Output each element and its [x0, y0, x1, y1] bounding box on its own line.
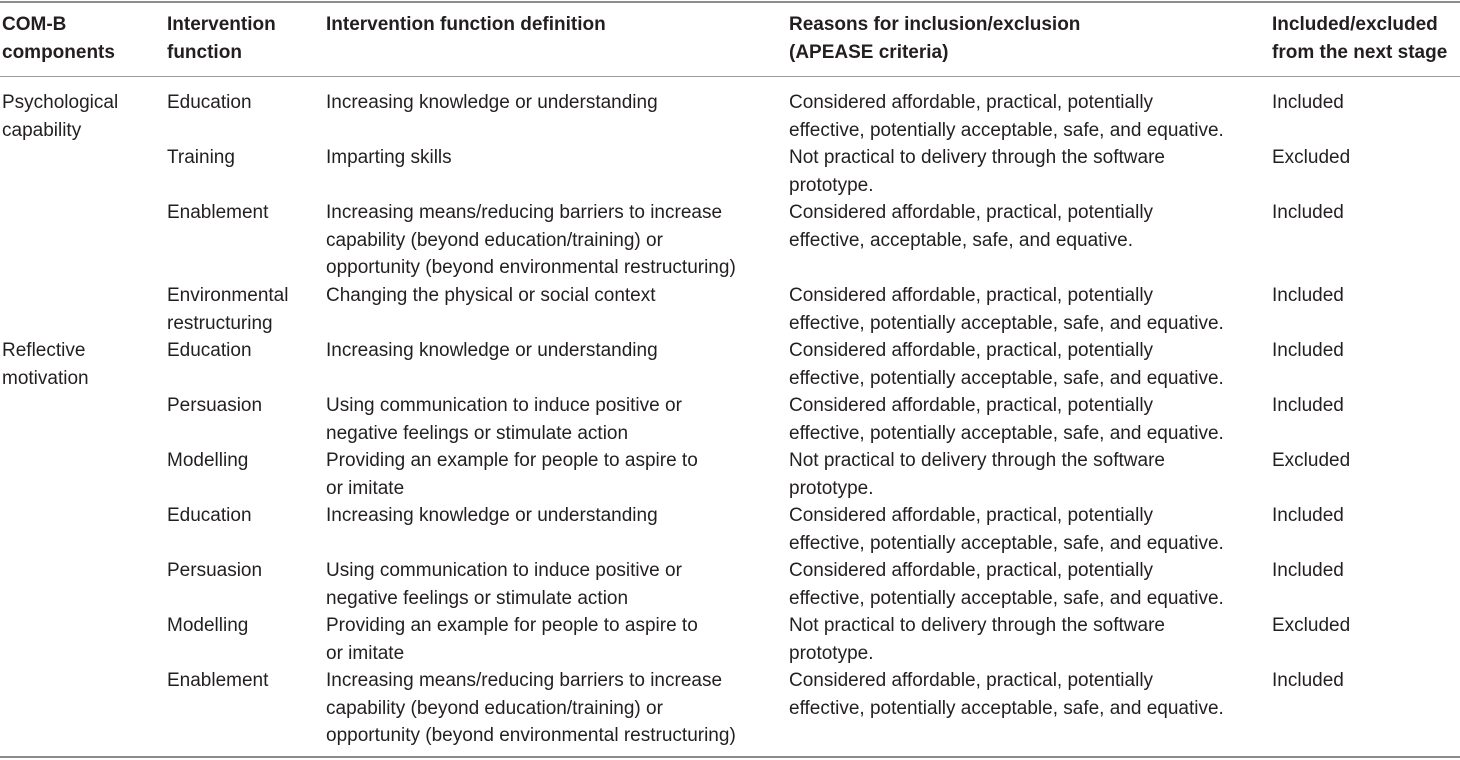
cell-apease-reason [789, 337, 1224, 392]
header-included-excluded: Included/excluded from the next stage [1272, 14, 1448, 63]
cell-apease-reason [789, 89, 1224, 144]
cell-text-line: Using communication to induce positive or [326, 560, 682, 581]
cell-text-line: Psychological [2, 92, 119, 113]
cell-text-line: Included [1272, 202, 1344, 223]
cell-text-line: Considered affordable, practical, potentially [789, 560, 1154, 581]
cell-apease-reason [789, 447, 1165, 502]
cell-com-b-component [2, 337, 89, 392]
cell-text-line: negative feelings or stimulate action [326, 587, 629, 609]
cell-text-line: Included [1272, 395, 1344, 416]
cell-text-line: prototype. [789, 477, 874, 499]
cell-text-line: capability [2, 119, 82, 141]
cell-text-line: Included [1272, 285, 1344, 306]
cell-intervention-function [167, 447, 248, 475]
cell-text-line: Included [1272, 505, 1344, 526]
cell-intervention-function [167, 502, 252, 530]
cell-text-line: prototype. [789, 174, 874, 196]
cell-text-line: Included [1272, 92, 1344, 113]
cell-text-line: Increasing means/reducing barriers to increase [326, 202, 723, 223]
cell-intervention-function [167, 89, 252, 117]
cell-text-line: Persuasion [167, 395, 263, 416]
header-intervention-function: Intervention function [167, 14, 276, 63]
cell-function-definition [326, 447, 698, 502]
cell-intervention-function [167, 392, 262, 420]
cell-text-line: Changing the physical or social context [326, 285, 656, 306]
cell-intervention-function [167, 144, 235, 172]
cell-text-line: Using communication to induce positive or [326, 395, 682, 416]
cell-function-definition [326, 144, 452, 172]
cell-function-definition [326, 337, 658, 365]
cell-status [1272, 89, 1344, 117]
cell-function-definition [326, 612, 698, 667]
cell-text-line: Education [167, 92, 252, 113]
cell-text-line: Training [167, 147, 235, 168]
cell-text-line: Providing an example for people to aspire to [326, 450, 698, 471]
cell-text-line: Increasing knowledge or understanding [326, 340, 658, 361]
cell-text-line: Considered affordable, practical, potentially [789, 670, 1154, 691]
cell-apease-reason [789, 502, 1224, 557]
cell-text-line: Excluded [1272, 147, 1351, 168]
cell-function-definition [326, 199, 736, 282]
cell-text-line: effective, potentially acceptable, safe, and equative. [789, 587, 1224, 609]
cell-text-line: effective, potentially acceptable, safe, and equative. [789, 312, 1224, 334]
cell-text-line: prototype. [789, 642, 874, 664]
cell-text-line: Environmental [167, 285, 289, 306]
cell-text-line: opportunity (beyond environmental restructuring) [326, 257, 736, 278]
cell-function-definition [326, 502, 658, 530]
cell-status [1272, 337, 1344, 365]
cell-text-line: restructuring [167, 312, 273, 334]
cell-intervention-function [167, 557, 262, 585]
cell-text-line: Increasing knowledge or understanding [326, 505, 658, 526]
cell-text-line: negative feelings or stimulate action [326, 422, 629, 444]
cell-apease-reason [789, 557, 1224, 612]
cell-text-line: Education [167, 340, 252, 361]
cell-apease-reason [789, 667, 1224, 722]
cell-text-line: or imitate [326, 642, 405, 664]
cell-text-line: Education [167, 505, 252, 526]
cell-text-line: effective, potentially acceptable, safe, and equative. [789, 697, 1224, 719]
cell-function-definition [326, 89, 658, 117]
cell-text-line: Providing an example for people to aspire to [326, 615, 698, 636]
header-reasons: Reasons for inclusion/exclusion (APEASE criteria) [789, 14, 1081, 63]
header-com-b-components: COM-B components [2, 14, 115, 63]
cell-text-line: Increasing knowledge or understanding [326, 92, 658, 113]
cell-text-line: capability (beyond education/training) or [326, 697, 663, 719]
cell-text-line: opportunity (beyond environmental restructuring) [326, 725, 736, 746]
header-rule [0, 76, 1460, 77]
cell-apease-reason [789, 282, 1224, 337]
cell-text-line: effective, potentially acceptable, safe, and equative. [789, 532, 1224, 554]
cell-status [1272, 557, 1344, 585]
cell-status [1272, 199, 1344, 227]
cell-text-line: Excluded [1272, 615, 1351, 636]
cell-function-definition [326, 557, 682, 612]
cell-apease-reason [789, 144, 1165, 199]
header-function-definition: Intervention function definition [326, 14, 606, 35]
cell-text-line: Considered affordable, practical, potentially [789, 285, 1154, 306]
cell-text-line: Not practical to delivery through the software [789, 615, 1165, 636]
cell-text-line: Enablement [167, 670, 269, 691]
cell-text-line: Considered affordable, practical, potentially [789, 395, 1154, 416]
cell-status [1272, 667, 1344, 695]
cell-text-line: Included [1272, 670, 1344, 691]
cell-text-line: Considered affordable, practical, potentially [789, 505, 1154, 526]
cell-text-line: capability (beyond education/training) or [326, 229, 663, 251]
cell-intervention-function [167, 337, 252, 365]
cell-intervention-function [167, 612, 248, 640]
cell-text-line: Modelling [167, 450, 249, 471]
cell-function-definition [326, 667, 736, 750]
cell-text-line: Excluded [1272, 450, 1351, 471]
cell-status [1272, 612, 1350, 640]
cell-text-line: effective, acceptable, safe, and equative. [789, 229, 1133, 251]
cell-status [1272, 502, 1344, 530]
cell-intervention-function [167, 199, 268, 227]
cell-text-line: effective, potentially acceptable, safe, and equative. [789, 367, 1224, 389]
cell-apease-reason [789, 199, 1153, 254]
cell-text-line: motivation [2, 367, 89, 389]
cell-intervention-function [167, 667, 268, 695]
cell-status [1272, 447, 1350, 475]
cell-text-line: effective, potentially acceptable, safe, and equative. [789, 119, 1224, 141]
cell-text-line: Increasing means/reducing barriers to increase [326, 670, 723, 691]
cell-text-line: Considered affordable, practical, potentially [789, 92, 1154, 113]
cell-text-line: Not practical to delivery through the software [789, 450, 1165, 471]
cell-text-line: effective, potentially acceptable, safe, and equative. [789, 422, 1224, 444]
table-top-rule [0, 1, 1460, 3]
cell-text-line: Modelling [167, 615, 249, 636]
cell-text-line: or imitate [326, 477, 405, 499]
cell-apease-reason [789, 392, 1224, 447]
cell-com-b-component [2, 89, 118, 144]
cell-apease-reason [789, 612, 1165, 667]
cell-text-line: Considered affordable, practical, potentially [789, 340, 1154, 361]
cell-intervention-function [167, 282, 288, 337]
cell-text-line: Considered affordable, practical, potentially [789, 202, 1154, 223]
cell-text-line: Imparting skills [326, 147, 452, 168]
cell-text-line: Persuasion [167, 560, 263, 581]
cell-text-line: Included [1272, 340, 1344, 361]
cell-function-definition [326, 282, 656, 310]
cell-function-definition [326, 392, 682, 447]
cell-text-line: Included [1272, 560, 1344, 581]
cell-text-line: Not practical to delivery through the software [789, 147, 1165, 168]
table-bottom-rule [0, 756, 1460, 758]
cell-status [1272, 144, 1350, 172]
cell-status [1272, 282, 1344, 310]
cell-status [1272, 392, 1344, 420]
cell-text-line: Reflective [2, 340, 86, 361]
cell-text-line: Enablement [167, 202, 269, 223]
